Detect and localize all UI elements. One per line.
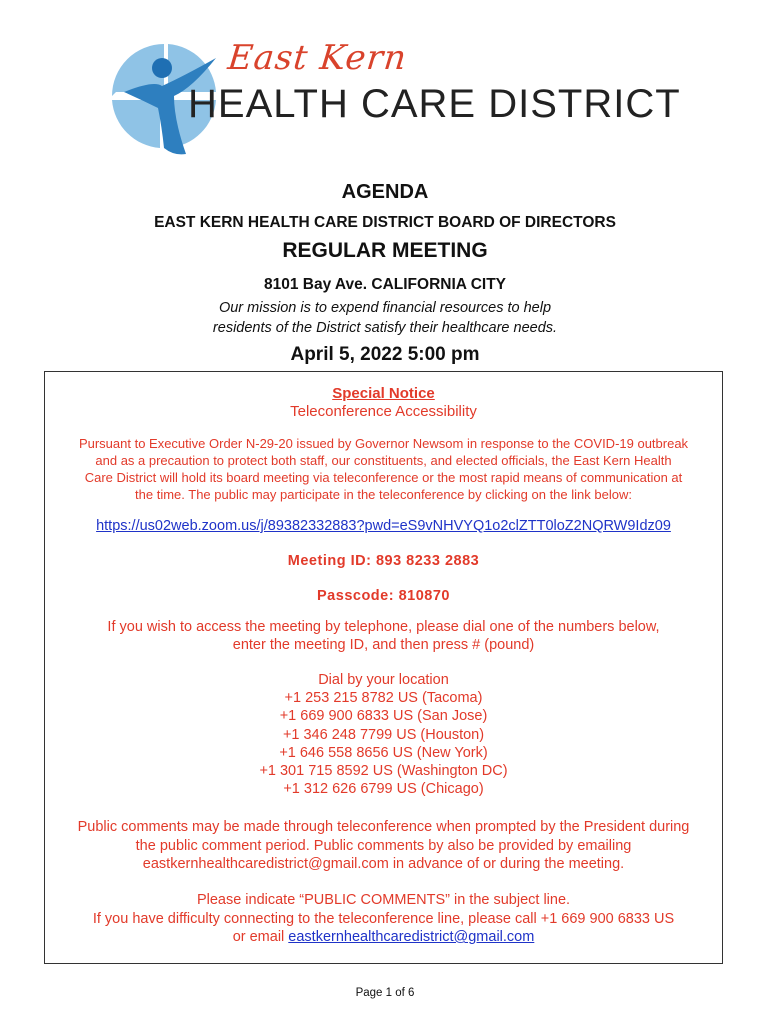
page-number: Page 1 of 6 bbox=[355, 987, 415, 999]
dial-number: +1 346 248 7799 US (Houston) bbox=[282, 726, 485, 743]
meeting-type: REGULAR MEETING bbox=[282, 239, 488, 262]
public-line: eastkernhealthcaredistrict@gmail.com in advance of or during the meeting. bbox=[142, 856, 625, 872]
phone-line: enter the meeting ID, and then press # (pound) bbox=[232, 637, 535, 653]
zoom-link-row bbox=[45, 518, 722, 534]
logo-main-text: HEALTH CARE DISTRICT bbox=[188, 82, 681, 126]
dial-list bbox=[45, 671, 722, 798]
dial-number: +1 253 215 8782 US (Tacoma) bbox=[284, 690, 483, 707]
notice-title: Special Notice bbox=[332, 385, 435, 402]
phone-instructions bbox=[45, 618, 722, 654]
mission-line: Our mission is to expend financial resources to help bbox=[218, 300, 552, 316]
indicate-line: Please indicate “PUBLIC COMMENTS” in the subject line. bbox=[196, 892, 571, 908]
contact-email-link[interactable]: eastkernhealthcaredistrict@gmail.com bbox=[288, 929, 535, 945]
public-comments-paragraph bbox=[45, 818, 722, 874]
special-notice-box bbox=[44, 371, 723, 964]
dial-number: +1 669 900 6833 US (San Jose) bbox=[279, 708, 488, 725]
board-title: EAST KERN HEALTH CARE DISTRICT BOARD OF DIRECTORS bbox=[154, 214, 616, 231]
paragraph-line: and as a precaution to protect both staff, our constituents, and elected officials, the East Kern Health bbox=[95, 453, 672, 468]
paragraph-line: Pursuant to Executive Order N-29-20 issued by Governor Newsom in response to the COVID-19 outbreak bbox=[78, 436, 689, 451]
executive-order-paragraph bbox=[45, 435, 722, 503]
meeting-date: April 5, 2022 5:00 pm bbox=[290, 344, 480, 365]
mission-line: residents of the District satisfy their healthcare needs. bbox=[212, 320, 558, 336]
paragraph-line: the time. The public may participate in the teleconference by clicking on the link below: bbox=[135, 487, 632, 502]
zoom-link[interactable]: https://us02web.zoom.us/j/89382332883?pwd=eS9vNHVYQ1o2clZTT0loZ2NQRW9Idz09 bbox=[96, 518, 671, 534]
paragraph-line: Care District will hold its board meeting via teleconference or the most rapid means of communication at bbox=[84, 470, 683, 485]
meeting-id: Meeting ID: 893 8233 2883 bbox=[287, 553, 480, 569]
logo-script-text: East Kern bbox=[225, 38, 409, 78]
meeting-address: 8101 Bay Ave. CALIFORNIA CITY bbox=[263, 276, 507, 293]
dial-number: +1 301 715 8592 US (Washington DC) bbox=[259, 763, 508, 780]
notice-subtitle: Teleconference Accessibility bbox=[290, 403, 477, 420]
email-prefix: or email bbox=[232, 929, 289, 945]
mission-statement bbox=[0, 298, 770, 338]
dial-number: +1 312 626 6799 US (Chicago) bbox=[283, 781, 484, 798]
dial-number: +1 646 558 8656 US (New York) bbox=[279, 744, 488, 761]
subject-line-instructions bbox=[45, 891, 722, 947]
public-line: Public comments may be made through teleconference when prompted by the President during bbox=[77, 819, 690, 835]
phone-line: If you wish to access the meeting by telephone, please dial one of the numbers below, bbox=[107, 619, 660, 635]
passcode: Passcode: 810870 bbox=[317, 588, 450, 604]
public-line: the public comment period. Public comments by also be provided by emailing bbox=[135, 837, 632, 854]
dial-header: Dial by your location bbox=[318, 672, 449, 688]
district-logo bbox=[104, 36, 681, 168]
email-line bbox=[45, 928, 722, 947]
agenda-title: AGENDA bbox=[341, 181, 429, 203]
difficulty-line: If you have difficulty connecting to the teleconference line, please call +1 669 900 6833 US bbox=[92, 910, 675, 927]
